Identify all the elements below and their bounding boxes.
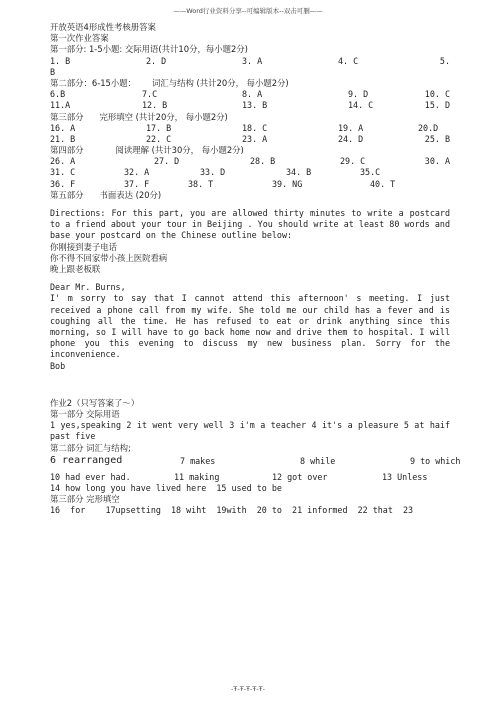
answer-cell: 20.D <box>418 122 439 133</box>
answer-cell: 6.B <box>50 89 66 100</box>
answer-row <box>50 123 450 134</box>
letter-body: I' m sorry to say that I cannot attend this afternoon' s meeting. I just received a phone call from my wife. She told me our child has a fever and is coughing all the time. He has refused to eat or drink anything since this morning, so I will have to go back home now and drive them to hospital. I will phone you this evening to discuss my new business plan. Sorry for the inconvenience. <box>50 293 450 360</box>
hw1-part2-title: 第二部分：6-15小题： 词汇与结构 (共计20分， 每小题2分) <box>50 77 289 88</box>
answer-cell: 4. C <box>338 55 359 66</box>
hw2-part1-title: 第一部分 交际用语 <box>50 408 120 419</box>
answer-row <box>50 179 450 190</box>
answer-cell: 19. A <box>338 122 364 133</box>
answer-row <box>50 56 450 67</box>
answer-cell: 38. T <box>188 178 214 189</box>
letter-signature: Bob <box>50 360 66 371</box>
answer-cell: 33. D <box>200 167 226 178</box>
hw2-heading: 作业2（只写答案了～） <box>50 397 140 408</box>
answer-cell: 18. C <box>242 122 268 133</box>
answer-cell: 12. B <box>142 100 168 111</box>
answer-cell: 16. A <box>50 122 76 133</box>
answer-cell: 27. D <box>154 156 180 167</box>
hw1-part1-title: 第一部分: 1-5小题: 交际用语(共计10分，每小题2分) <box>50 44 248 55</box>
answer-cell: 34. B <box>286 167 312 178</box>
answer-cell: 7 makes <box>180 455 216 466</box>
answer-cell: 13. B <box>242 100 268 111</box>
answer-cell: 22. C <box>146 133 172 144</box>
answer-cell: 17. B <box>146 122 172 133</box>
answer-cell: 7.C <box>142 89 158 100</box>
answer-cell: 6 rearranged <box>50 454 123 466</box>
answer-cell: 2. D <box>146 55 167 66</box>
answer-cell: 26. A <box>50 156 76 167</box>
answer-cell: 24. D <box>338 133 364 144</box>
answer-cell: 23. A <box>242 133 268 144</box>
page-footer <box>0 685 496 693</box>
answer-row: 14 how long you have lived here 15 used to be <box>50 483 282 494</box>
answer-cell: 21. B <box>50 133 76 144</box>
answer-cell: 37. F <box>124 178 150 189</box>
answer-cell: 9. D <box>348 89 369 100</box>
answer-cell: 29. C <box>340 156 366 167</box>
footer-text: -Ŧ-Ŧ-Ŧ-Ŧ-Ŧ- <box>231 685 265 693</box>
answer-cell: 31. C <box>50 167 76 178</box>
answer-row <box>50 156 450 167</box>
answer-cell: 9 to which <box>410 455 461 466</box>
answer-row <box>50 134 450 145</box>
answer-cell: 28. B <box>250 156 276 167</box>
answer-cell: 39. NG <box>272 178 303 189</box>
answer-cell: 25. B <box>424 133 450 144</box>
header-text: ——Word行业资料分享--可编辑版本--双击可删—— <box>173 7 323 15</box>
answer-cell: 12 got over <box>272 471 328 482</box>
answer-cell: 8 while <box>300 455 336 466</box>
document-title: 开放英语4形成性考核册答案 <box>50 22 156 32</box>
hw2-part2-title: 第二部分 词汇与结构; <box>50 442 131 453</box>
answer-cell: 13 Unless <box>382 471 428 482</box>
answer-cell: 36. F <box>50 178 76 189</box>
answer-row <box>50 472 450 483</box>
hw1-part3-title: 第三部分 完形填空 (共计20分， 每小题2分) <box>50 111 228 122</box>
answer-row: 16 for 17upsetting 18 wiht 19with 20 to 21 informed 22 that 23 <box>50 505 414 516</box>
writing-directions: Directions: For this part, you are allowed thirty minutes to write a postcard to a friend about your tour in Beijing . You should write at least 80 words and base your postcard on the Chinese outline below: <box>50 208 450 241</box>
answer-cell: 35.C <box>360 167 381 178</box>
outline-item: 晚上跟老板联 <box>50 263 101 274</box>
answer-row <box>50 100 450 111</box>
document-body <box>50 22 461 517</box>
answer-cell: 11 making <box>174 471 220 482</box>
page-header <box>0 6 496 15</box>
answer-continuation: B <box>50 66 56 77</box>
letter-greeting: Dear Mr. Burns, <box>50 282 126 293</box>
answer-cell: 30. A <box>424 156 450 167</box>
hw1-part4-title: 第四部分 阅读理解 (共计30分， 每小题2分) <box>50 145 244 156</box>
answer-cell: 3. A <box>242 55 263 66</box>
hw2-part1-answers: 1 yes,speaking 2 it went very well 3 i'm a teacher 4 it's a pleasure 5 at haif past five <box>50 420 450 442</box>
outline-item: 你刚接到妻子电话 <box>50 241 117 252</box>
answer-cell: 10 had ever had. <box>50 471 131 482</box>
answer-cell: 15. D <box>424 100 450 111</box>
answer-row <box>50 167 450 178</box>
answer-cell: 10. C <box>424 89 450 100</box>
answer-cell: 40. T <box>370 178 396 189</box>
answer-cell: 8. A <box>242 89 263 100</box>
hw1-part5-title: 第五部分 书面表达 (20分) <box>50 189 162 200</box>
answer-cell: 1. B <box>50 55 71 66</box>
hw1-heading: 第一次作业答案 <box>50 33 109 44</box>
answer-row <box>50 89 450 100</box>
answer-cell: 32. A <box>124 167 150 178</box>
outline-item: 你不得不回家带小孩上医院看病 <box>50 252 168 263</box>
answer-cell: 11.A <box>50 100 71 111</box>
answer-cell: 5. <box>439 55 450 66</box>
answer-cell: 14. C <box>348 100 374 111</box>
answer-row <box>50 454 461 466</box>
hw2-part3-title: 第三部分 完形填空 <box>50 494 120 505</box>
